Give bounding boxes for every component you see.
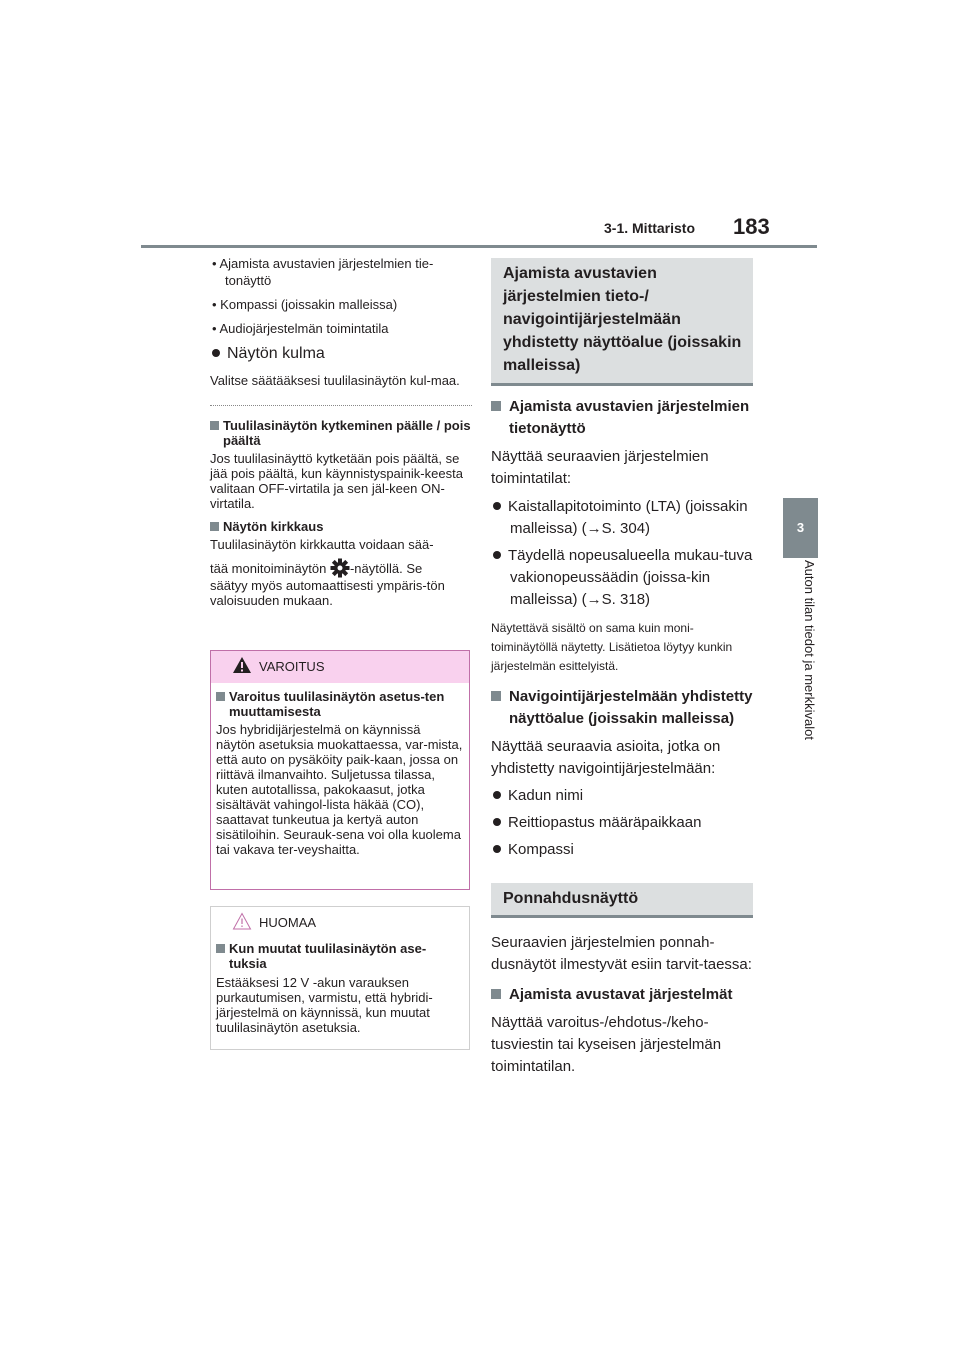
square-bullet-icon bbox=[491, 989, 501, 999]
page-number: 183 bbox=[733, 214, 770, 239]
bullet-cruise-control: Täydellä nopeusalueella mukau-tuva vakionopeussäädin (joissa-kin malleissa) (→S. 318) bbox=[491, 545, 753, 611]
brightness-text-2: tää monitoiminäytön -näytöllä. Se bbox=[210, 558, 472, 578]
notice-title: HUOMAA bbox=[259, 915, 317, 930]
brightness-text-1: Tuulilasinäytön kirkkautta voidaan sää- bbox=[210, 537, 434, 552]
warning-header bbox=[211, 651, 469, 683]
bullet-item: • Audiojärjestelmän toimintatila bbox=[212, 321, 389, 336]
angle-heading: Näytön kulma bbox=[210, 345, 472, 363]
chapter-title-text: Auton tilan tiedot ja merkkivalot bbox=[802, 560, 817, 740]
onoff-text: Jos tuulilasinäyttö kytketään pois päältä, se jää pois päältä, kun käynnistyspainik-keesta valitaan OFF-virtatila ja sen jäl-keen ON-virtatila. bbox=[210, 451, 463, 511]
notice-header bbox=[211, 907, 469, 937]
bullet-dot-icon bbox=[493, 791, 501, 799]
brightness-heading: Näytön kirkkaus bbox=[210, 519, 472, 534]
popup-text: Seuraavien järjestelmien ponnah-dusnäytöt ilmestyvät esiin tarvit-taessa: bbox=[491, 934, 752, 973]
section-label: 3-1. Mittaristo bbox=[604, 220, 696, 236]
bullet-dot-icon bbox=[493, 845, 501, 853]
bullet-lta: Kaistallapitotoiminto (LTA) (joissakin malleissa) (→S. 304) bbox=[491, 496, 753, 540]
bullet-street-name: Kadun nimi bbox=[491, 785, 753, 807]
brightness-text-3: säätyy myös automaattisesti ympäris-tön valoisuuden mukaan. bbox=[210, 578, 445, 608]
square-bullet-icon bbox=[210, 421, 219, 430]
bullet-item: • Kompassi (joissakin malleissa) bbox=[212, 297, 398, 312]
onoff-heading: Tuulilasinäytön kytkeminen päälle / pois päältä bbox=[210, 418, 472, 448]
right-column bbox=[491, 258, 753, 1078]
bullet-dot-icon bbox=[493, 551, 501, 559]
bullet-compass: Kompassi bbox=[491, 839, 753, 861]
driving-assist-systems-text: Näyttää varoitus-/ehdotus-/keho-tusviestin tai kyseisen järjestelmän toimintatilan. bbox=[491, 1014, 722, 1075]
warning-box bbox=[210, 650, 470, 890]
gear-icon bbox=[330, 558, 350, 578]
warning-title: VAROITUS bbox=[259, 659, 325, 674]
popup-heading: Ponnahdusnäyttö bbox=[491, 883, 753, 918]
notice-box bbox=[210, 906, 470, 1050]
notice-heading: Kun muutat tuulilasinäytön ase-tuksia bbox=[216, 941, 463, 971]
header-rule bbox=[141, 245, 817, 248]
driving-assist-heading: Ajamista avustavien järjestelmien tietonäyttö bbox=[491, 396, 753, 440]
display-area-heading: Ajamista avustavien järjestelmien tieto-/ navigointijärjestelmään yhdistetty näyttöalue (joissakin malleissa) bbox=[491, 258, 753, 386]
warning-text: Jos hybridijärjestelmä on käynnissä näytön asetuksia muokattaessa, var-mista, että auto on pysäköity paik-kaan, jossa on riittävä ilmanvaihto. Suljetussa tilassa, kuten autotallissa, pakokaasut, jotka sisältävät vahingol-lista häkää (CO), saattavat tunkeutua ja kertyä auton sisätiloihin. Seurauk-sena voi olla kuolema tai vakava ter-veyshaitta. bbox=[216, 722, 463, 857]
bullet-route-guidance: Reittiopastus määräpaikkaan bbox=[491, 812, 753, 834]
warning-triangle-icon bbox=[232, 656, 252, 674]
square-bullet-icon bbox=[491, 401, 501, 411]
driving-assist-note: Näytettävä sisältö on sama kuin moni-toiminäytöllä näytetty. Lisätietoa löytyy kunkin järjestelmän esittelyistä. bbox=[491, 621, 733, 673]
bullet-dot-icon bbox=[493, 502, 501, 510]
angle-text: Valitse säätääksesi tuulilasinäytön kul-maa. bbox=[210, 373, 460, 388]
left-column bbox=[210, 255, 472, 608]
navigation-heading: Navigointijärjestelmään yhdistetty näyttöalue (joissakin malleissa) bbox=[491, 686, 753, 730]
square-bullet-icon bbox=[491, 691, 501, 701]
driving-assist-systems-heading: Ajamista avustavat järjestelmät bbox=[491, 984, 753, 1006]
divider bbox=[210, 405, 472, 406]
bullet-dot-icon bbox=[212, 349, 220, 357]
notice-triangle-icon bbox=[232, 912, 252, 930]
square-bullet-icon bbox=[216, 944, 225, 953]
square-bullet-icon bbox=[216, 692, 225, 701]
notice-text: Estääksesi 12 V -akun varauksen purkautumisen, varmistu, että hybridi-järjestelmä on käynnissä, kun muutat tuulilasinäytön asetuksia. bbox=[216, 975, 433, 1035]
chapter-tab: 3 bbox=[783, 498, 818, 558]
navigation-text: Näyttää seuraavia asioita, jotka on yhdistetty navigointijärjestelmään: bbox=[491, 738, 721, 777]
chapter-side-title bbox=[800, 560, 820, 790]
square-bullet-icon bbox=[210, 522, 219, 531]
bullet-dot-icon bbox=[493, 818, 501, 826]
warning-heading: Varoitus tuulilasinäytön asetus-ten muuttamisesta bbox=[216, 689, 463, 719]
bullet-item: • Ajamista avustavien järjestelmien tie-tonäyttö bbox=[212, 256, 434, 288]
driving-assist-text: Näyttää seuraavien järjestelmien toimintatilat: bbox=[491, 448, 709, 487]
